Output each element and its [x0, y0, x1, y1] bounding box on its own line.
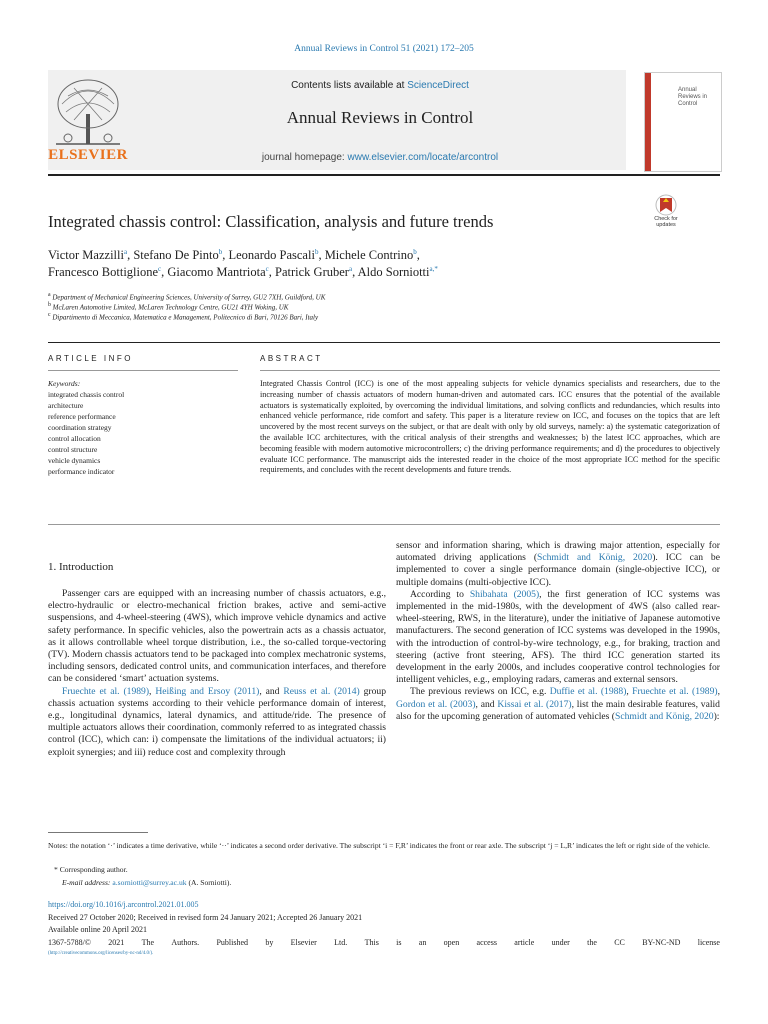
- keywords-label: Keywords:: [48, 379, 81, 388]
- body-paragraph: [396, 589, 720, 687]
- body-paragraph: [396, 686, 720, 723]
- text-run: ). ICC can be implemented to cover a single performance domain (single-objective ICC), or multiple domains (multi-objective ICC).: [396, 552, 720, 588]
- text-run: sensor and information sharing, which is drawing major attention, especially for automated driving applications (: [396, 540, 720, 564]
- author-line-1: [48, 248, 420, 263]
- article-info-rule: [48, 370, 238, 371]
- citation-link[interactable]: Duffie et al. (1988): [549, 686, 627, 698]
- elsevier-logo[interactable]: [48, 74, 128, 166]
- footnote-notation: Notes: the notation ‘·’ indicates a time derivative, while ‘··’ indicates a second order derivative. The subscript ‘i = F,R’ indicates the front or rear axle. The subscript ‘j = L,R’ indicates the left or right side of the vehicle.: [48, 841, 710, 850]
- section-heading-introduction: 1. Introduction: [48, 561, 114, 573]
- text-run: ):: [713, 710, 720, 722]
- author-affil-mark: a,*: [429, 265, 438, 273]
- body-left-column: [48, 588, 386, 759]
- keyword-item: vehicle dynamics: [48, 456, 101, 465]
- license-word: license: [697, 938, 720, 947]
- author-sep: ,: [318, 248, 325, 263]
- license-word: Authors.: [171, 938, 200, 947]
- body-paragraph: [396, 540, 720, 589]
- author-name[interactable]: Stefano De Pinto: [133, 248, 219, 263]
- keyword-item: performance indicator: [48, 467, 115, 476]
- affil-text: Department of Mechanical Engineering Sciences, University of Surrey, GU2 7XH, Guildford, UK: [52, 293, 326, 302]
- license-word: Published: [216, 938, 248, 947]
- author-name[interactable]: Leonardo Pascali: [228, 248, 315, 263]
- keyword-item: integrated chassis control: [48, 390, 125, 399]
- license-word: article: [514, 938, 535, 947]
- abstract-text: Integrated Chassis Control (ICC) is one of the most appealing subjects for vehicle dynamics specialists and researchers, due to the increasing number of chassis actuators of modern human-driven and automated cars. ICC ensures that the potential of the available actuators is systematically exploited, by overcoming the individual limitations, and solving conflicts and redundancies, which results into enhanced vehicle performance, ride comfort and safety. This paper is a literature review on ICC, and focuses on the topics that are left uncovered by the most recent surveys on the subject, or that are dealt with only by old surveys, namely: a) the systematic categorization of the available ICC architectures, with the critical analysis of their strengths and weaknesses; b) the latest ICC approaches, which are becoming feasible with modern automotive microcontrollers; c) the driving performance requirements; and d) the procedures to objectively evaluate ICC performance. The manuscript aids the interested reader in the choice of the most appropriate ICC method for the specific requirements, and concludes with the recent developments and future trends.: [260, 379, 720, 475]
- footnote-email: [62, 878, 231, 887]
- affil-mark: b: [48, 302, 51, 308]
- citation-link[interactable]: Kissai et al. (2017): [497, 698, 572, 710]
- affiliation-a: [48, 292, 325, 301]
- author-sep: ,: [222, 248, 229, 263]
- text-run: , the first generation of ICC systems was implemented in the mid-1980s, with the development of 4WS (also called rear-wheel-steering, RWS, in the literature), under the initiative of Japanese automotive manufacturers. The second generation of ICC systems was developed in the 1990s, with the introduction of control-by-wire technology, e.g., for braking, traction and steering (active front steering, AFS). The third ICC generation started its development in the early 2000s, and includes cooperative control technologies for intelligent vehicles, e.g., employing radars, cameras and external sensors.: [396, 588, 720, 686]
- footnote-corresponding: * Corresponding author.: [54, 865, 128, 874]
- citation-link[interactable]: Fruechte et al. (1989): [62, 685, 150, 697]
- elsevier-wordmark: ELSEVIER: [48, 147, 128, 163]
- license-word: is: [396, 938, 402, 947]
- author-name[interactable]: Patrick Gruber: [275, 265, 349, 280]
- license-word: Ltd.: [334, 938, 348, 947]
- author-sep: ,: [161, 265, 168, 280]
- cover-title: Annual Reviews in Control: [678, 87, 708, 107]
- license-word: Elsevier: [290, 938, 317, 947]
- author-name[interactable]: Michele Contrino: [324, 248, 414, 263]
- citation-link[interactable]: Reuss et al. (2014): [283, 685, 360, 697]
- abstract-rule: [260, 370, 720, 371]
- text-run: , list the main desirable features, valid also for the upcoming generation of automated vehicles (: [396, 698, 720, 722]
- license-word: access: [476, 938, 497, 947]
- affil-mark: a: [48, 292, 51, 298]
- author-affil-mark: b: [314, 248, 319, 256]
- author-affil-mark: a: [348, 265, 353, 273]
- check-for-updates-badge[interactable]: [646, 194, 686, 234]
- author-affil-mark: b: [218, 248, 223, 256]
- author-sep: ,: [416, 248, 420, 263]
- license-word: CC: [614, 938, 625, 947]
- author-sep: ,: [352, 265, 358, 280]
- license-word: 2021: [108, 938, 125, 947]
- sections-top-rule: [48, 342, 720, 343]
- footnote-rule: [48, 832, 148, 833]
- keyword-item: reference performance: [48, 412, 116, 421]
- citation-link[interactable]: Heißing and Ersoy (2011): [155, 685, 260, 697]
- email-suffix: (A. Sorniotti).: [186, 878, 232, 887]
- email-link[interactable]: a.sorniotti@surrey.ac.uk: [112, 878, 187, 887]
- body-paragraph: Passenger cars are equipped with an increasing number of chassis actuators, e.g., electro-hydraulic or electro-mechanical friction brakes, active and semi-active suspensions, and 4-wheel-steering (4WS), which improve vehicle dynamics and active safety performance. In specific vehicles, also the powertrain acts as a chassis actuator, as it allows controllable wheel torque distribution, i.e., the so-called torque-vectoring (TV). Modern chassis actuators tend to be packaged into complex mechatronic systems, including sensors, dedicated control units, and communication interfaces, and therefore can be considered ‘smart’ actuation systems.: [48, 588, 386, 685]
- text-run: , and: [259, 685, 284, 697]
- citation-link[interactable]: Gordon et al. (2003): [396, 698, 476, 710]
- license-word: BY-NC-ND: [642, 938, 681, 947]
- affil-text: Dipartimento di Meccanica, Matematica e Management, Politecnico di Bari, 70126 Bari, Italy: [52, 313, 319, 322]
- text-run: group chassis actuation systems according to their vehicle performance domain of interest, e.g., longitudinal dynamics, lateral dynamics, and attitude/ride. The presence of multiple actuators allows their coordination, commonly referred to as integrated chassis control (ICC), which can: i) compensate the limitations of the individual actuators; ii) exploit synergies; and iii) reduce cost and complexity through: [48, 685, 386, 758]
- citation-link[interactable]: Schmidt and König, 2020: [537, 552, 653, 564]
- text-run: ,: [149, 685, 156, 697]
- license-word: the: [587, 938, 597, 947]
- citation-link[interactable]: Shibahata (2005): [469, 588, 540, 600]
- license-url-link[interactable]: (http://creativecommons.org/licenses/by-nc-nd/4.0/).: [48, 951, 154, 956]
- keyword-item: coordination strategy: [48, 423, 112, 432]
- author-name[interactable]: Aldo Sorniotti: [357, 265, 430, 280]
- author-name[interactable]: Giacomo Mantriota: [167, 265, 266, 280]
- homepage-link[interactable]: www.elsevier.com/locate/arcontrol: [347, 152, 499, 163]
- sciencedirect-link[interactable]: ScienceDirect: [407, 80, 469, 91]
- text-run: According to: [410, 588, 470, 600]
- affiliation-b: [48, 302, 288, 311]
- text-run: The previous reviews on ICC, e.g.: [410, 686, 550, 698]
- cover-band: [645, 73, 651, 171]
- body-paragraph: [48, 686, 386, 759]
- running-head[interactable]: Annual Reviews in Control 51 (2021) 172–205: [294, 44, 474, 54]
- text-run: , and: [475, 698, 498, 710]
- check-updates-label: Check for updates: [654, 216, 678, 228]
- author-affil-mark: b: [413, 248, 417, 256]
- license-word: under: [551, 938, 570, 947]
- license-word: an: [418, 938, 427, 947]
- affil-mark: c: [48, 312, 51, 318]
- journal-cover-thumbnail[interactable]: [644, 72, 722, 172]
- author-line-2: [48, 265, 438, 280]
- homepage-label: journal homepage:: [261, 152, 348, 163]
- author-affil-mark: c: [158, 265, 162, 273]
- article-info-heading: ARTICLE INFO: [48, 354, 133, 363]
- author-name[interactable]: Francesco Bottiglione: [48, 265, 159, 280]
- text-run: ,: [626, 686, 633, 698]
- license-line: [48, 938, 720, 947]
- author-name[interactable]: Victor Mazzilli: [48, 248, 124, 263]
- citation-link[interactable]: Fruechte et al. (1989): [632, 686, 718, 698]
- license-word: open: [443, 938, 460, 947]
- affil-text: McLaren Automotive Limited, McLaren Technology Centre, GU21 4YH Woking, UK: [52, 303, 289, 312]
- text-run: ,: [717, 686, 720, 698]
- author-affil-mark: a: [123, 248, 128, 256]
- contents-line: [150, 80, 610, 91]
- check-updates-icon: [646, 194, 686, 216]
- author-affil-mark: c: [265, 265, 269, 273]
- doi-link[interactable]: https://doi.org/10.1016/j.arcontrol.2021.01.005: [48, 900, 199, 909]
- keyword-item: control allocation: [48, 434, 101, 443]
- sections-bottom-rule: [48, 524, 720, 525]
- body-right-column: [396, 540, 720, 723]
- license-word: 1367-5788/©: [48, 938, 91, 947]
- license-word: This: [364, 938, 379, 947]
- author-sep: ,: [127, 248, 134, 263]
- citation-link[interactable]: Schmidt and König, 2020: [614, 710, 714, 722]
- homepage-line: [150, 152, 610, 163]
- received-dates: Received 27 October 2020; Received in revised form 24 January 2021; Accepted 26 January 2021: [48, 913, 363, 922]
- keyword-item: architecture: [48, 401, 84, 410]
- license-word: by: [265, 938, 274, 947]
- journal-title: Annual Reviews in Control: [286, 108, 474, 127]
- email-label: E-mail address:: [62, 878, 113, 887]
- masthead-rule: [48, 174, 720, 176]
- abstract-heading: ABSTRACT: [260, 354, 323, 363]
- elsevier-tree-icon: [48, 74, 128, 148]
- available-online: Available online 20 April 2021: [48, 925, 147, 934]
- author-sep: ,: [268, 265, 276, 280]
- license-word: The: [141, 938, 155, 947]
- keyword-item: control structure: [48, 445, 98, 454]
- contents-prefix: Contents lists available at: [291, 80, 408, 91]
- article-title: Integrated chassis control: Classification, analysis and future trends: [48, 212, 494, 231]
- affiliation-c: [48, 312, 318, 321]
